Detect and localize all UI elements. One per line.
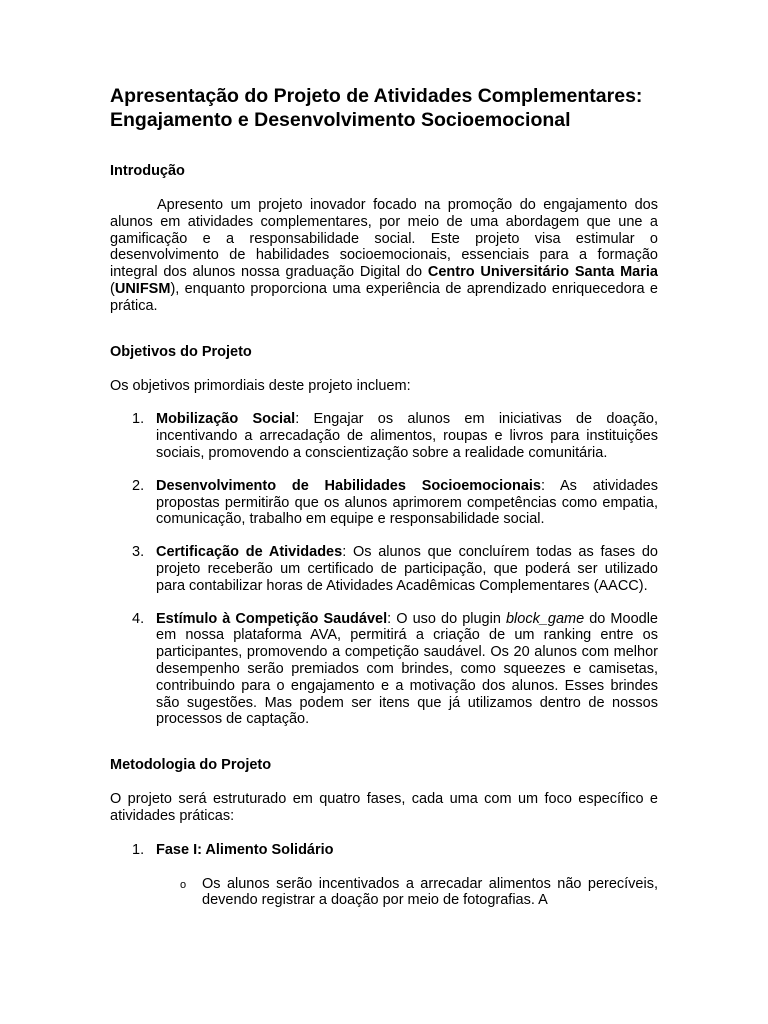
objective-title: Desenvolvimento de Habilidades Socioemocionais bbox=[156, 477, 541, 494]
methodology-lead: O projeto será estruturado em quatro fases, cada uma com um foco específico e atividades práticas: bbox=[110, 791, 658, 824]
objectives-list bbox=[110, 411, 658, 728]
objective-number: 1. bbox=[132, 411, 145, 428]
objective-text: : Engajar os alunos em iniciativas de doação, incentivando a arrecadação de alimentos, roupas e livros para instituições sociais, promovendo a conscientização sobre a realidade comunitária. bbox=[156, 411, 658, 461]
intro-heading: Introdução bbox=[110, 163, 185, 179]
objective-text: : As atividades propostas permitirão que os alunos aprimorem competências como empatia, comunicação, trabalho em equipe e responsabilidade social. bbox=[156, 477, 658, 528]
phase-sublist bbox=[156, 876, 658, 910]
hollow-bullet-icon: o bbox=[180, 878, 187, 891]
objective-title: Mobilização Social bbox=[156, 411, 296, 428]
intro-institution-name: Centro Universitário Santa Maria bbox=[427, 264, 658, 281]
objective-text-b: do Moodle em nossa plataforma AVA, permitirá a criação de um ranking entre os participantes, promovendo a competição saudável. Os 20 alunos com melhor desempenho serão premiados com brindes, como squeezes e camisetas, contribuindo para o engajamento e a motivação dos alunos. Esses brindes são sugestões. Mas podem ser itens que já utilizamos dentro de nossos processos de captação. bbox=[156, 610, 658, 728]
objective-title: Certificação de Atividades bbox=[156, 544, 343, 561]
document-title: Apresentação do Projeto de Atividades Complementares: Engajamento e Desenvolvimento Socioemocional bbox=[110, 85, 643, 131]
objective-text: : Os alunos que concluírem todas as fases do projeto receberão um certificado de participação, que poderá ser utilizado para contabilizar horas de Atividades Acadêmicas Complementares (AACC). bbox=[156, 544, 658, 594]
intro-text-a: Apresento um projeto inovador focado na promoção do engajamento dos alunos em atividades complementares, por meio de uma abordagem que une a gamificação e a responsabilidade social. Este projeto visa estimular o desenvolvimento de habilidades socioemocionais, essenciais para a formação integral dos alunos nossa graduação Digital do bbox=[110, 197, 658, 281]
objective-item bbox=[110, 478, 658, 528]
phase-subitem-text: Os alunos serão incentivados a arrecadar alimentos não perecíveis, devendo registrar a doação por meio de fotografias. A bbox=[202, 875, 658, 909]
phases-list bbox=[110, 842, 658, 909]
methodology-heading: Metodologia do Projeto bbox=[110, 757, 272, 774]
objective-item bbox=[110, 611, 658, 729]
phase-subitem bbox=[156, 876, 658, 910]
objective-item bbox=[110, 544, 658, 594]
objective-title: Estímulo à Competição Saudável bbox=[156, 610, 388, 627]
intro-paragraph bbox=[110, 197, 658, 315]
objective-item bbox=[110, 411, 658, 461]
phase-item bbox=[110, 842, 658, 909]
plugin-name: block_game bbox=[505, 610, 585, 627]
objectives-lead: Os objetivos primordiais deste projeto incluem: bbox=[110, 377, 411, 394]
phase-number: 1. bbox=[132, 841, 145, 858]
phase-title: Fase I: Alimento Solidário bbox=[156, 841, 334, 858]
objective-text-a: : O uso do plugin bbox=[387, 610, 506, 627]
objective-number: 3. bbox=[132, 544, 145, 561]
intro-text-b: ( bbox=[110, 280, 115, 297]
intro-text-c: ), enquanto proporciona uma experiência de aprendizado enriquecedora e prática. bbox=[110, 280, 658, 314]
intro-institution-acronym: UNIFSM bbox=[114, 280, 171, 297]
objectives-heading: Objetivos do Projeto bbox=[110, 343, 252, 360]
objective-number: 2. bbox=[132, 477, 145, 494]
objective-number: 4. bbox=[132, 610, 145, 627]
